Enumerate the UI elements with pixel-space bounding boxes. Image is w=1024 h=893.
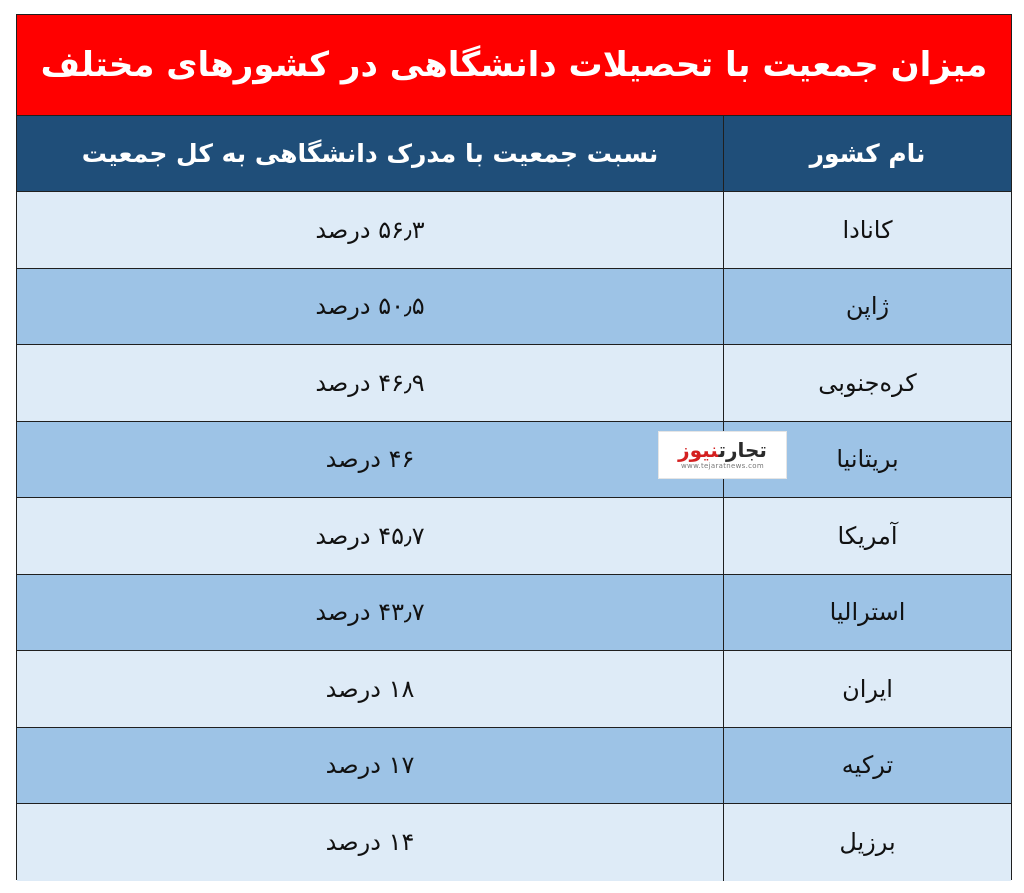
ratio-cell: ۴۶٫۹ درصد	[315, 368, 425, 397]
ratio-cell: ۵۶٫۳ درصد	[315, 215, 425, 244]
ratio-cell: ۱۸ درصد	[325, 674, 415, 703]
watermark-url: www.tejaratnews.com	[681, 462, 764, 470]
table-row	[17, 192, 1011, 269]
table-row	[17, 651, 1011, 728]
watermark-logo	[658, 431, 787, 479]
country-cell: کره‌جنوبی	[723, 345, 1011, 421]
ratio-cell: ۴۳٫۷ درصد	[315, 598, 425, 627]
table-row	[17, 728, 1011, 805]
table-row	[17, 498, 1011, 575]
table-row	[17, 575, 1011, 652]
data-table	[16, 14, 1012, 880]
ratio-cell: ۴۶ درصد	[325, 445, 415, 474]
ratio-cell: ۱۷ درصد	[325, 751, 415, 780]
table-row	[17, 422, 1011, 499]
watermark-text	[678, 439, 767, 461]
country-cell: بریتانیا	[723, 422, 1011, 498]
table-row	[17, 345, 1011, 422]
country-cell: آمریکا	[723, 498, 1011, 574]
country-cell: کانادا	[723, 192, 1011, 268]
country-cell: استرالیا	[723, 575, 1011, 651]
country-cell: برزیل	[723, 804, 1011, 881]
ratio-cell: ۱۴ درصد	[325, 828, 415, 857]
table-row	[17, 804, 1011, 881]
watermark-part1: تجارت	[718, 438, 767, 462]
header-row	[17, 116, 1011, 192]
country-cell: ایران	[723, 651, 1011, 727]
watermark-part2: نیوز	[678, 438, 719, 462]
header-country: نام کشور	[723, 116, 1011, 191]
country-cell: ترکیه	[723, 728, 1011, 804]
header-ratio: نسبت جمعیت با مدرک دانشگاهی به کل جمعیت	[81, 139, 659, 168]
table-title: میزان جمعیت با تحصیلات دانشگاهی در کشورهای مختلف	[17, 15, 1011, 116]
table-row	[17, 269, 1011, 346]
ratio-cell: ۴۵٫۷ درصد	[315, 521, 425, 550]
ratio-cell: ۵۰٫۵ درصد	[315, 292, 425, 321]
country-cell: ژاپن	[723, 269, 1011, 345]
